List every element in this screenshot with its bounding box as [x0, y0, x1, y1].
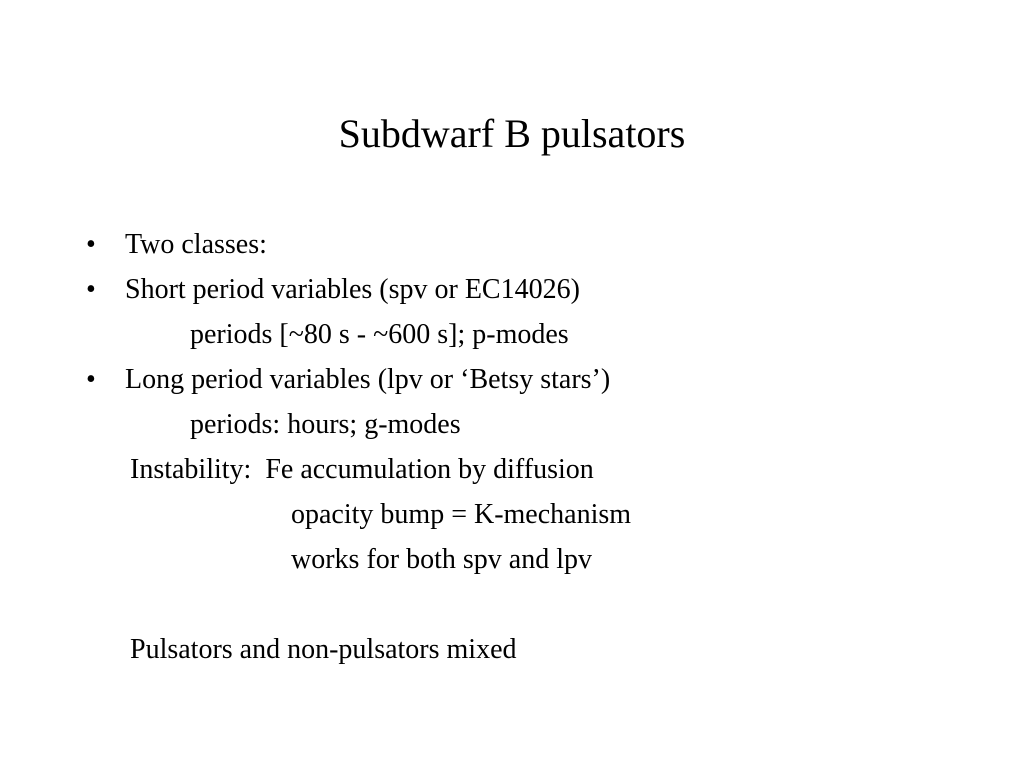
bullet-long-period-variables: Long period variables (lpv or ‘Betsy stars’): [125, 364, 611, 395]
instability-both-classes: works for both spv and lpv: [291, 544, 592, 575]
bullet-two-classes: Two classes:: [125, 229, 267, 260]
instability-opacity-bump: opacity bump = K-mechanism: [291, 499, 632, 530]
slide-title: Subdwarf B pulsators: [338, 111, 686, 156]
bullet-short-period-variables: Short period variables (spv or EC14026): [125, 274, 580, 305]
instability-line: Instability: Fe accumulation by diffusion: [130, 454, 594, 485]
pulsators-mixed-line: Pulsators and non-pulsators mixed: [130, 634, 517, 665]
bullet-icon: •: [86, 364, 96, 395]
subline-spv-periods: periods [~80 s - ~600 s]; p-modes: [190, 319, 569, 350]
bullet-icon: •: [86, 229, 96, 260]
subline-lpv-periods: periods: hours; g-modes: [190, 409, 461, 440]
bullet-icon: •: [86, 274, 96, 305]
